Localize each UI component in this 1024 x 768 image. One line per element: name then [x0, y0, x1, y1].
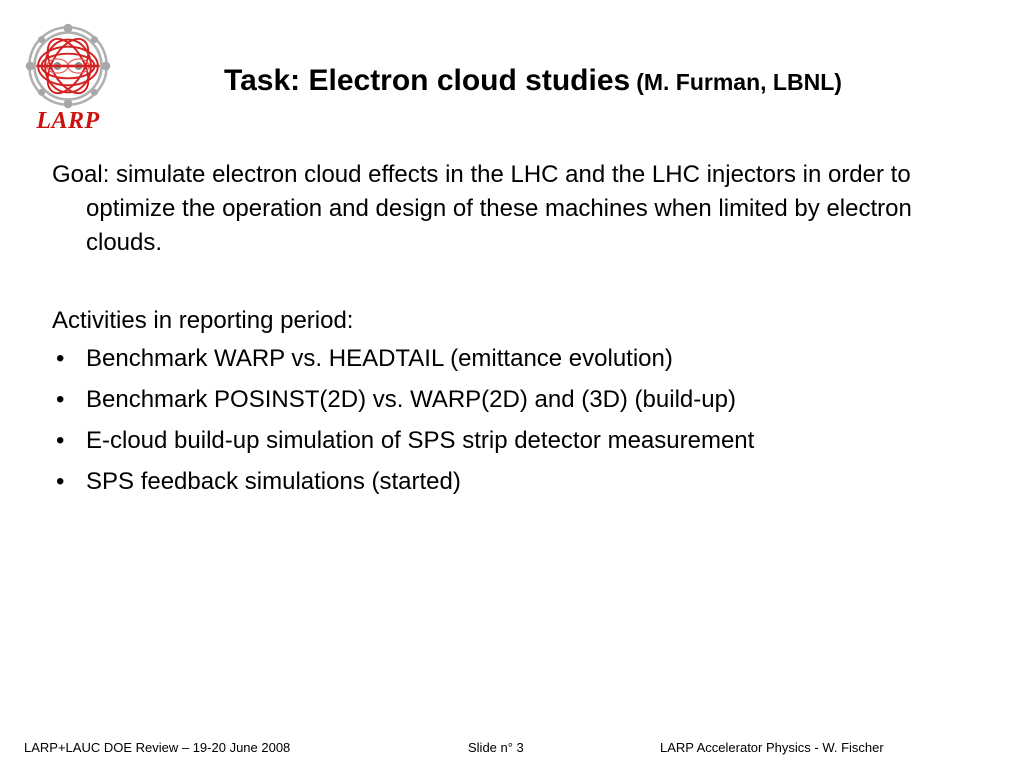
bullet-marker: • [56, 345, 65, 372]
bullet-marker: • [56, 427, 65, 454]
list-item [52, 465, 982, 499]
bullet-marker: • [56, 386, 65, 413]
slide-title-main: Task: Electron cloud studies [224, 64, 631, 97]
footer-event: LARP+LAUC DOE Review – 19-20 June 2008 [24, 740, 291, 755]
slide-title [224, 64, 842, 98]
lhc-collision-icon [24, 22, 112, 110]
slide-content [52, 158, 982, 506]
list-item [52, 342, 982, 376]
slide-title-author: (M. Furman, LBNL) [636, 69, 842, 95]
larp-logo [20, 22, 116, 140]
activities-heading: Activities in reporting period: [52, 307, 354, 334]
list-item [52, 383, 982, 417]
larp-logo-text: LARP [36, 108, 100, 134]
list-item-text: SPS feedback simulations (started) [86, 468, 461, 495]
bullet-marker: • [56, 468, 65, 495]
goal-paragraph: Goal: simulate electron cloud effects in the LHC and the LHC injectors in order to optimize the operation and design of these machines when limited by electron clouds. [52, 161, 912, 256]
footer-slide-number: Slide n° 3 [468, 740, 524, 755]
list-item-text: Benchmark POSINST(2D) vs. WARP(2D) and (3D) (build-up) [86, 386, 736, 413]
list-item-text: E-cloud build-up simulation of SPS strip detector measurement [86, 427, 755, 454]
activities-list [52, 342, 982, 499]
list-item-text: Benchmark WARP vs. HEADTAIL (emittance evolution) [86, 345, 673, 372]
list-item [52, 424, 982, 458]
footer-presenter: LARP Accelerator Physics - W. Fischer [660, 740, 884, 755]
